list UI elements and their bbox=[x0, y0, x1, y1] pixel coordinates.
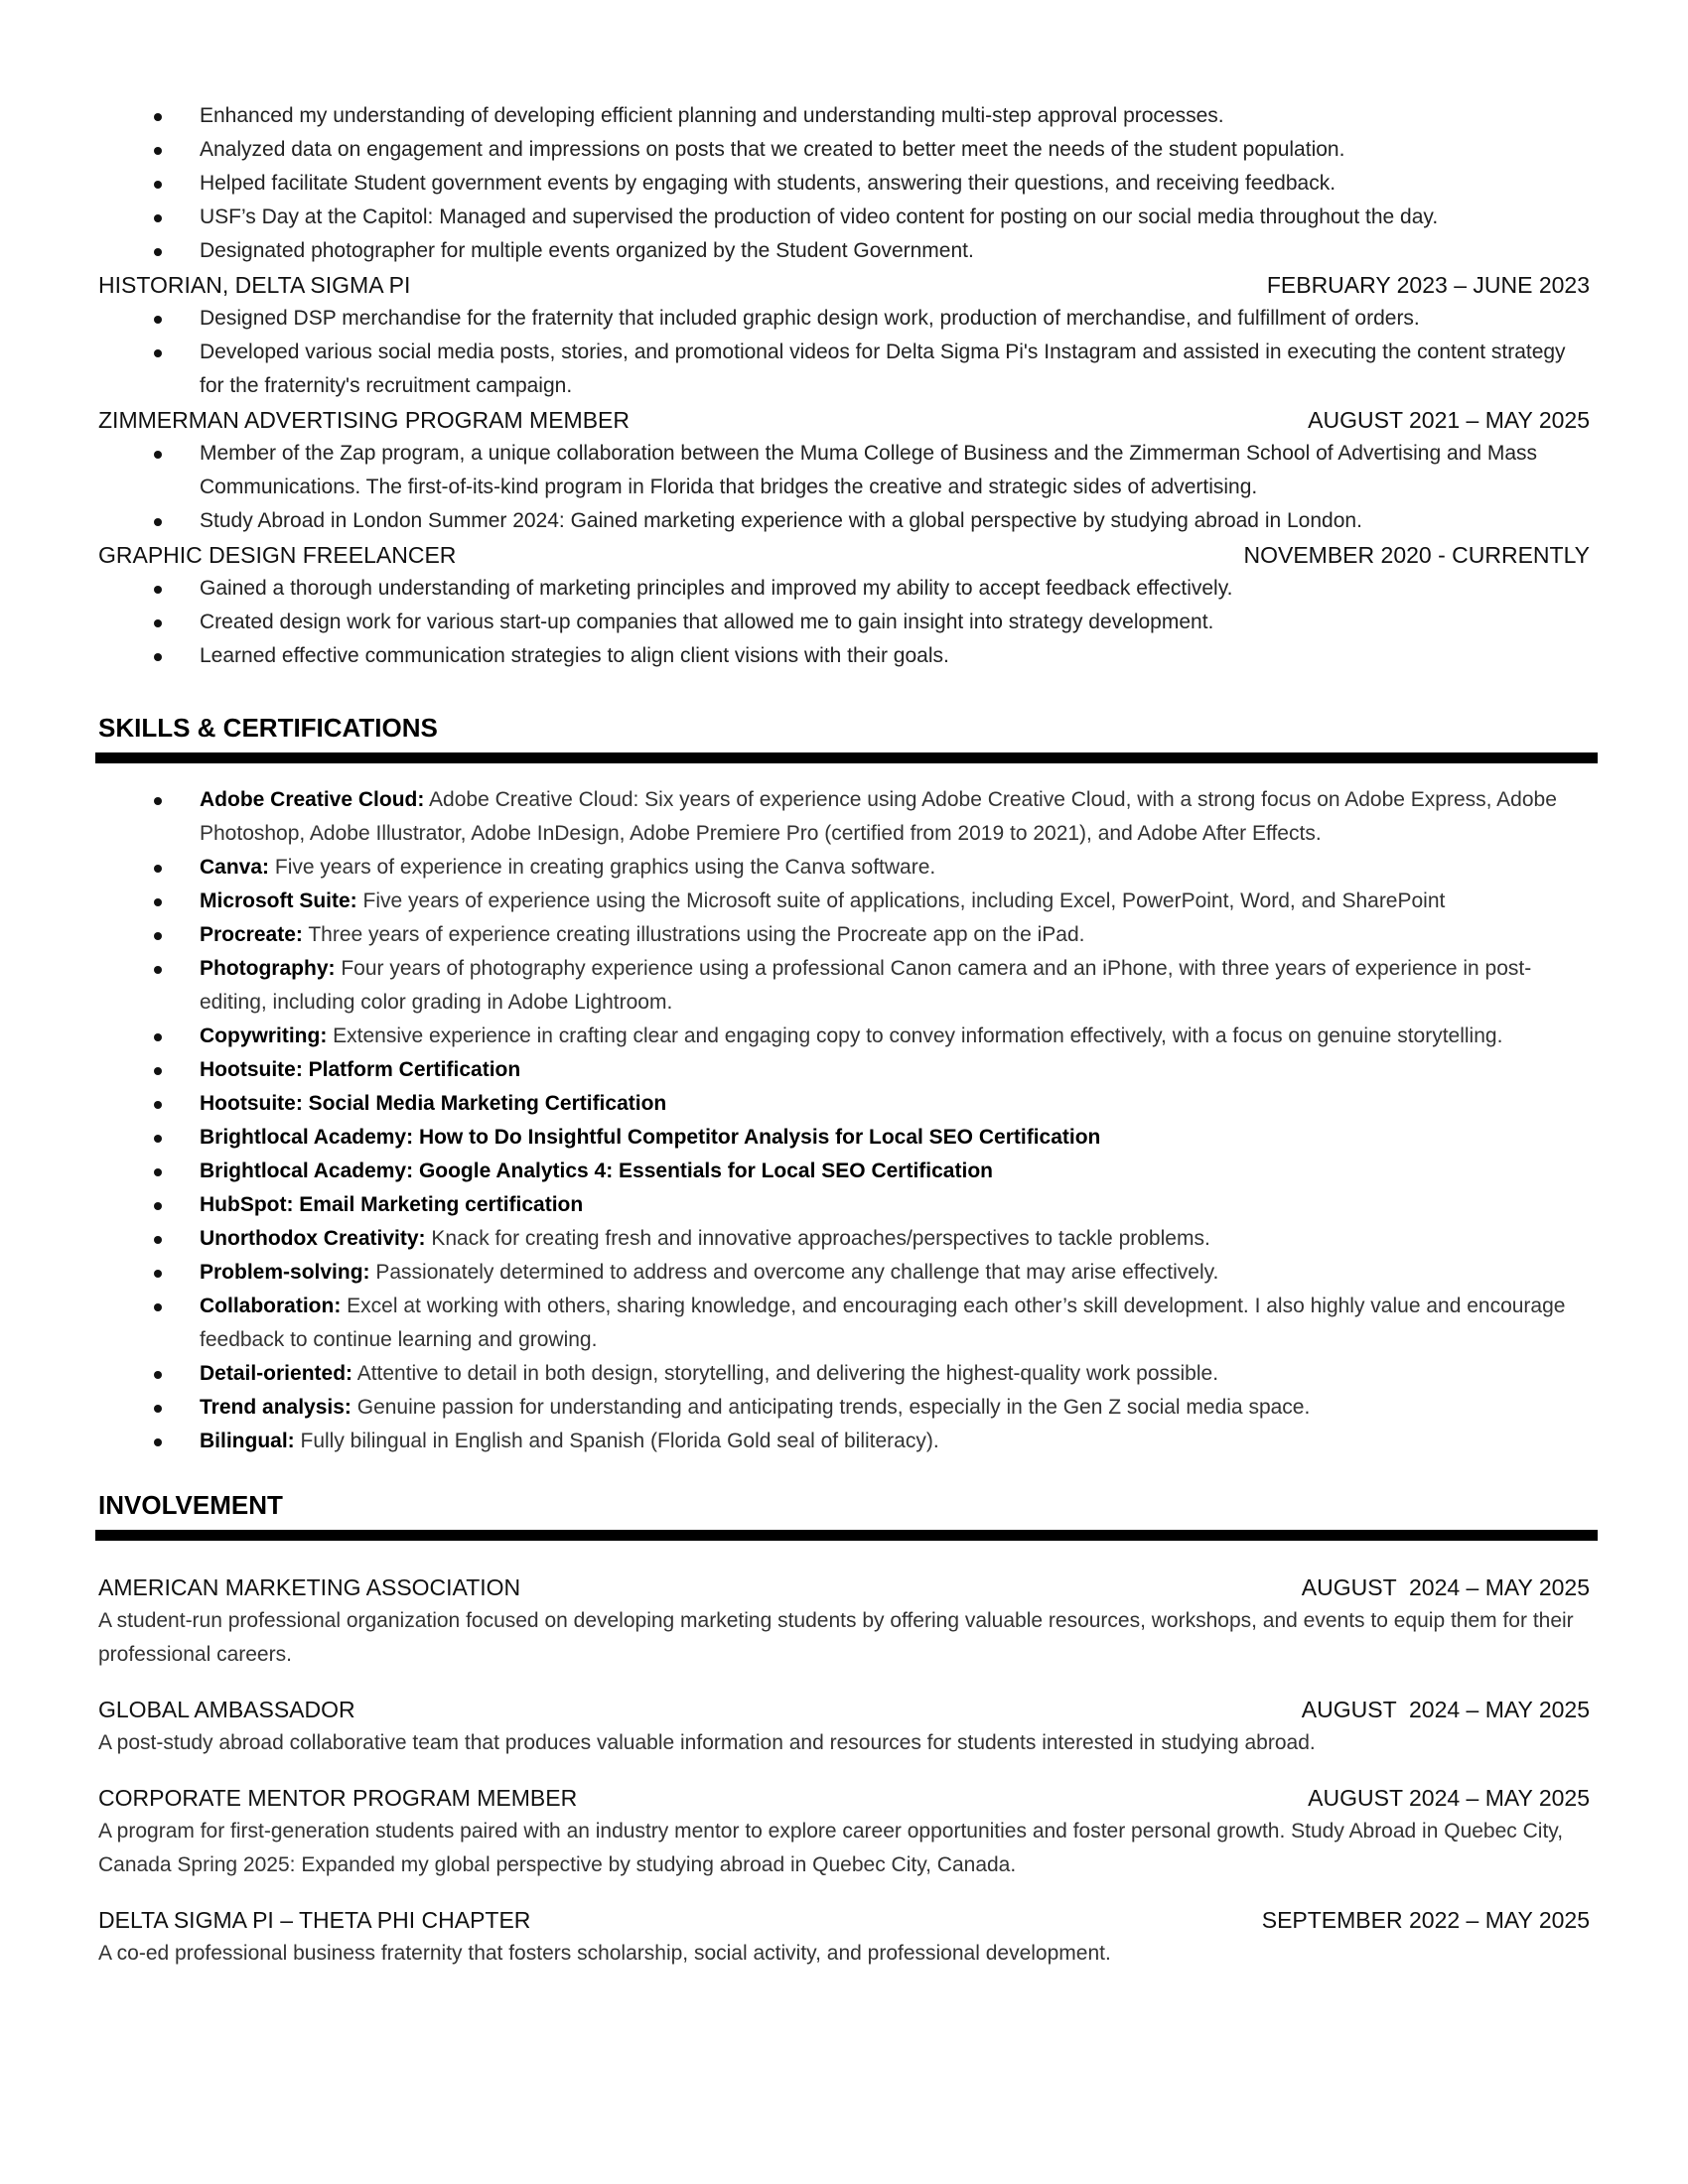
experience-title: GRAPHIC DESIGN FREELANCER bbox=[98, 542, 457, 568]
involvement-description: A post-study abroad collaborative team that produces valuable information and resources for students interested in studying abroad. bbox=[98, 1731, 1316, 1754]
experience-header bbox=[98, 268, 1590, 302]
bullet-icon bbox=[154, 586, 162, 594]
resume-page bbox=[98, 99, 1590, 1971]
bullet-icon bbox=[154, 966, 162, 974]
involvement-item bbox=[98, 1903, 1590, 1971]
experience-title: ZIMMERMAN ADVERTISING PROGRAM MEMBER bbox=[98, 407, 631, 433]
skill-item: Photography: Four years of photography experience using a professional Canon camera and an iPhone, with three years of experience in post-editing, including color grading in Adobe Lightroom. bbox=[98, 952, 1590, 1020]
involvement-description: A co-ed professional business fraternity that fosters scholarship, social activity, and professional development. bbox=[98, 1942, 1111, 1965]
bullet-icon bbox=[154, 932, 162, 940]
list-item: Helped facilitate Student government events by engaging with students, answering their questions, and receiving feedback. bbox=[98, 167, 1590, 201]
skill-item: Brightlocal Academy: Google Analytics 4: Essentials for Local SEO Certification bbox=[98, 1155, 1590, 1188]
skill-item: Procreate: Three years of experience creating illustrations using the Procreate app on the iPad. bbox=[98, 918, 1590, 952]
list-item: Analyzed data on engagement and impressions on posts that we created to better meet the needs of the student population. bbox=[98, 133, 1590, 167]
involvement-item bbox=[98, 1570, 1590, 1672]
bullet-icon bbox=[154, 1067, 162, 1075]
involvement-header bbox=[98, 1693, 1590, 1726]
bullet-icon bbox=[154, 181, 162, 189]
involvement-title: GLOBAL AMBASSADOR bbox=[98, 1697, 355, 1722]
list-item: Gained a thorough understanding of marketing principles and improved my ability to accept feedback effectively. bbox=[98, 572, 1590, 606]
experience-bullets bbox=[98, 572, 1590, 673]
bullet-icon bbox=[154, 1405, 162, 1413]
list-item: Created design work for various start-up companies that allowed me to gain insight into strategy development. bbox=[98, 606, 1590, 639]
section-divider bbox=[95, 1530, 1598, 1541]
experience-dates: AUGUST 2021 – MAY 2025 bbox=[1308, 407, 1590, 433]
bullet-icon bbox=[154, 865, 162, 873]
skill-item: Detail-oriented: Attentive to detail in both design, storytelling, and delivering the highest-quality work possible. bbox=[98, 1357, 1590, 1391]
skill-item: Hootsuite: Platform Certification bbox=[98, 1053, 1590, 1087]
bullet-icon bbox=[154, 1303, 162, 1311]
list-item: Developed various social media posts, stories, and promotional videos for Delta Sigma Pi's Instagram and assisted in executing the content strategy for the fraternity's recruitment campaign. bbox=[98, 336, 1590, 403]
bullet-icon bbox=[154, 316, 162, 324]
list-item: USF’s Day at the Capitol: Managed and supervised the production of video content for posting on our social media throughout the day. bbox=[98, 201, 1590, 234]
involvement-dates: AUGUST 2024 – MAY 2025 bbox=[1308, 1785, 1590, 1811]
involvement-item bbox=[98, 1781, 1590, 1882]
list-item: Designed DSP merchandise for the fraternity that included graphic design work, production of merchandise, and fulfillment of orders. bbox=[98, 302, 1590, 336]
skill-item: Collaboration: Excel at working with others, sharing knowledge, and encouraging each other’s skill development. I also highly value and encourage feedback to continue learning and growing. bbox=[98, 1290, 1590, 1357]
skill-item: Microsoft Suite: Five years of experience using the Microsoft suite of applications, including Excel, PowerPoint, Word, and SharePoint bbox=[98, 885, 1590, 918]
bullet-icon bbox=[154, 248, 162, 256]
involvement-title: CORPORATE MENTOR PROGRAM MEMBER bbox=[98, 1785, 578, 1811]
bullet-icon bbox=[154, 147, 162, 155]
skill-item: Adobe Creative Cloud: Adobe Creative Cloud: Six years of experience using Adobe Creative Cloud, with a strong focus on Adobe Express, Adobe Photoshop, Adobe Illustrator, Adobe InDesign, Adobe Premiere Pro (certified from 2019 to 2021), and Adobe After Effects. bbox=[98, 783, 1590, 851]
involvement-description: A program for first-generation students paired with an industry mentor to explore career opportunities and foster personal growth. Study Abroad in Quebec City, Canada Spring 2025: Expanded my global perspective by studying abroad in Quebec City, Canada. bbox=[98, 1820, 1564, 1876]
bullet-icon bbox=[154, 1168, 162, 1176]
bullet-icon bbox=[154, 1438, 162, 1446]
bullet-icon bbox=[154, 653, 162, 661]
experience-header bbox=[98, 403, 1590, 437]
involvement-dates: AUGUST 2024 – MAY 2025 bbox=[1301, 1574, 1590, 1600]
experience-dates: FEBRUARY 2023 – JUNE 2023 bbox=[1266, 272, 1590, 298]
involvement-header bbox=[98, 1570, 1590, 1604]
skill-item: Canva: Five years of experience in creating graphics using the Canva software. bbox=[98, 851, 1590, 885]
involvement-title: DELTA SIGMA PI – THETA PHI CHAPTER bbox=[98, 1907, 531, 1933]
skill-item: HubSpot: Email Marketing certification bbox=[98, 1188, 1590, 1222]
skill-item: Problem-solving: Passionately determined to address and overcome any challenge that may arise effectively. bbox=[98, 1256, 1590, 1290]
section-divider bbox=[95, 752, 1598, 763]
bullet-icon bbox=[154, 1236, 162, 1244]
top-bullet-list bbox=[98, 99, 1590, 268]
involvement-header bbox=[98, 1781, 1590, 1815]
skills-list bbox=[98, 783, 1590, 1458]
experience-bullets bbox=[98, 437, 1590, 538]
bullet-icon bbox=[154, 451, 162, 459]
skills-section-title: SKILLS & CERTIFICATIONS bbox=[98, 713, 438, 743]
involvement-header bbox=[98, 1903, 1590, 1937]
experience-title: HISTORIAN, DELTA SIGMA PI bbox=[98, 272, 411, 298]
bullet-icon bbox=[154, 1270, 162, 1278]
skill-item: Trend analysis: Genuine passion for understanding and anticipating trends, especially in the Gen Z social media space. bbox=[98, 1391, 1590, 1425]
involvement-title: AMERICAN MARKETING ASSOCIATION bbox=[98, 1574, 521, 1600]
skill-item: Brightlocal Academy: How to Do Insightful Competitor Analysis for Local SEO Certification bbox=[98, 1121, 1590, 1155]
bullet-icon bbox=[154, 619, 162, 627]
experience-dates: NOVEMBER 2020 - CURRENTLY bbox=[1243, 542, 1590, 568]
bullet-icon bbox=[154, 349, 162, 357]
bullet-icon bbox=[154, 518, 162, 526]
list-item: Enhanced my understanding of developing efficient planning and understanding multi-step approval processes. bbox=[98, 99, 1590, 133]
involvement-item bbox=[98, 1693, 1590, 1760]
skill-item: Unorthodox Creativity: Knack for creating fresh and innovative approaches/perspectives to tackle problems. bbox=[98, 1222, 1590, 1256]
skill-item: Hootsuite: Social Media Marketing Certification bbox=[98, 1087, 1590, 1121]
involvement-dates: AUGUST 2024 – MAY 2025 bbox=[1301, 1697, 1590, 1722]
bullet-icon bbox=[154, 1101, 162, 1109]
experience-header bbox=[98, 538, 1590, 572]
bullet-icon bbox=[154, 1033, 162, 1041]
involvement-dates: SEPTEMBER 2022 – MAY 2025 bbox=[1261, 1907, 1590, 1933]
skill-item: Copywriting: Extensive experience in crafting clear and engaging copy to convey information effectively, with a focus on genuine storytelling. bbox=[98, 1020, 1590, 1053]
involvement-section-title: INVOLVEMENT bbox=[98, 1490, 283, 1520]
experience-bullets bbox=[98, 302, 1590, 403]
list-item: Member of the Zap program, a unique collaboration between the Muma College of Business and the Zimmerman School of Advertising and Mass Communications. The first-of-its-kind program in Florida that bridges the creative and strategic sides of advertising. bbox=[98, 437, 1590, 504]
bullet-icon bbox=[154, 898, 162, 906]
bullet-icon bbox=[154, 1135, 162, 1143]
bullet-icon bbox=[154, 214, 162, 222]
bullet-icon bbox=[154, 1202, 162, 1210]
list-item: Study Abroad in London Summer 2024: Gained marketing experience with a global perspective by studying abroad in London. bbox=[98, 504, 1590, 538]
bullet-icon bbox=[154, 797, 162, 805]
bullet-icon bbox=[154, 1371, 162, 1379]
skill-item: Bilingual: Fully bilingual in English and Spanish (Florida Gold seal of biliteracy). bbox=[98, 1425, 1590, 1458]
list-item: Learned effective communication strategies to align client visions with their goals. bbox=[98, 639, 1590, 673]
bullet-icon bbox=[154, 113, 162, 121]
involvement-description: A student-run professional organization focused on developing marketing students by offering valuable resources, workshops, and events to equip them for their professional careers. bbox=[98, 1609, 1574, 1666]
list-item: Designated photographer for multiple events organized by the Student Government. bbox=[98, 234, 1590, 268]
